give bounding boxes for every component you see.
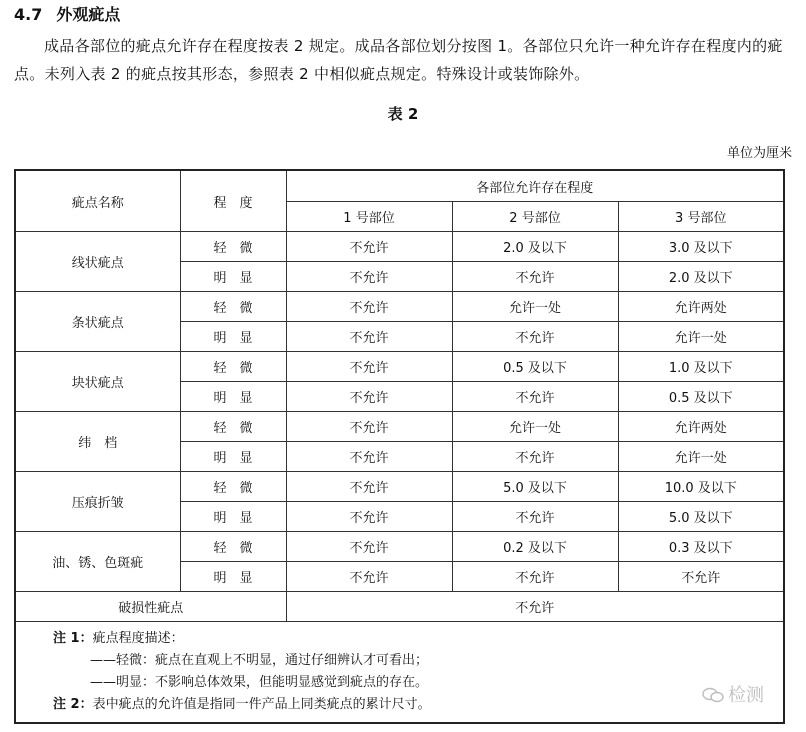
header-position: 3 号部位 xyxy=(618,202,784,232)
note-1-item: ——轻微：疵点在直观上不明显，通过仔细辨认才可看出； xyxy=(90,653,429,668)
defect-name: 纬 档 xyxy=(15,412,180,472)
defect-name: 油、锈、色斑疵 xyxy=(15,532,180,592)
header-degree: 程 度 xyxy=(180,170,286,232)
note-1 xyxy=(53,628,783,650)
value-cell: 不允许 xyxy=(452,322,618,352)
value-cell: 不允许 xyxy=(452,262,618,292)
watermark-text: 检测 xyxy=(728,685,764,706)
note-2-label: 注 2： xyxy=(53,697,93,712)
value-cell: 允许一处 xyxy=(618,322,784,352)
table-row xyxy=(15,232,784,262)
header-position: 1 号部位 xyxy=(286,202,452,232)
value-cell: 不允许 xyxy=(286,562,452,592)
value-cell: 不允许 xyxy=(286,352,452,382)
value-cell: 0.5 及以下 xyxy=(452,352,618,382)
damage-name: 破损性疵点 xyxy=(15,592,286,622)
value-cell: 0.5 及以下 xyxy=(618,382,784,412)
watermark xyxy=(702,681,764,707)
degree-cell: 明 显 xyxy=(180,562,286,592)
degree-cell: 轻 微 xyxy=(180,352,286,382)
value-cell: 不允许 xyxy=(618,562,784,592)
section-number: 4.7 xyxy=(14,5,43,24)
value-cell: 3.0 及以下 xyxy=(618,232,784,262)
section-heading xyxy=(14,2,120,25)
value-cell: 不允许 xyxy=(286,322,452,352)
note-1-item: ——明显：不影响总体效果，但能明显感觉到疵点的存在。 xyxy=(90,675,429,690)
damage-value: 不允许 xyxy=(286,592,784,622)
notes-row xyxy=(15,622,784,724)
header-defect-name: 疵点名称 xyxy=(15,170,180,232)
degree-cell: 轻 微 xyxy=(180,292,286,322)
defect-table xyxy=(14,169,785,724)
value-cell: 不允许 xyxy=(286,232,452,262)
value-cell: 5.0 及以下 xyxy=(452,472,618,502)
degree-cell: 轻 微 xyxy=(180,472,286,502)
value-cell: 允许一处 xyxy=(618,442,784,472)
notes-cell xyxy=(15,622,784,724)
value-cell: 1.0 及以下 xyxy=(618,352,784,382)
degree-cell: 明 显 xyxy=(180,322,286,352)
damage-row xyxy=(15,592,784,622)
value-cell: 不允许 xyxy=(286,292,452,322)
value-cell: 0.3 及以下 xyxy=(618,532,784,562)
value-cell: 0.2 及以下 xyxy=(452,532,618,562)
value-cell: 不允许 xyxy=(286,442,452,472)
value-cell: 不允许 xyxy=(452,442,618,472)
note-1-text: 疵点程度描述： xyxy=(92,631,184,646)
degree-cell: 轻 微 xyxy=(180,532,286,562)
value-cell: 不允许 xyxy=(286,532,452,562)
header-position: 2 号部位 xyxy=(452,202,618,232)
degree-cell: 明 显 xyxy=(180,442,286,472)
defect-name: 压痕折皱 xyxy=(15,472,180,532)
section-paragraph: 成品各部位的疵点允许存在程度按表 2 规定。成品各部位划分按图 1。各部位只允许一种允许存在程度内的疵点。未列入表 2 的疵点按其形态，参照表 2 中相似疵点规定。特殊设计或装饰除外。 xyxy=(14,37,783,83)
value-cell: 不允许 xyxy=(452,382,618,412)
note-2 xyxy=(53,694,783,716)
degree-cell: 轻 微 xyxy=(180,232,286,262)
degree-cell: 明 显 xyxy=(180,382,286,412)
wechat-icon xyxy=(702,687,724,703)
value-cell: 允许两处 xyxy=(618,412,784,442)
value-cell: 不允许 xyxy=(286,472,452,502)
value-cell: 不允许 xyxy=(286,382,452,412)
defect-name: 线状疵点 xyxy=(15,232,180,292)
value-cell: 不允许 xyxy=(452,562,618,592)
table-row xyxy=(15,472,784,502)
value-cell: 不允许 xyxy=(286,412,452,442)
defect-name: 块状疵点 xyxy=(15,352,180,412)
value-cell: 2.0 及以下 xyxy=(618,262,784,292)
unit-label: 单位为厘米 xyxy=(726,146,792,161)
value-cell: 允许一处 xyxy=(452,412,618,442)
value-cell: 不允许 xyxy=(452,502,618,532)
table-row xyxy=(15,412,784,442)
value-cell: 不允许 xyxy=(286,502,452,532)
value-cell: 允许两处 xyxy=(618,292,784,322)
degree-cell: 明 显 xyxy=(180,262,286,292)
defect-name: 条状疵点 xyxy=(15,292,180,352)
section-title: 外观疵点 xyxy=(56,5,121,24)
table-row xyxy=(15,532,784,562)
degree-cell: 轻 微 xyxy=(180,412,286,442)
table-row xyxy=(15,352,784,382)
value-cell: 允许一处 xyxy=(452,292,618,322)
note-1-label: 注 1： xyxy=(53,631,93,646)
header-row xyxy=(15,170,784,202)
value-cell: 10.0 及以下 xyxy=(618,472,784,502)
header-group: 各部位允许存在程度 xyxy=(286,170,784,202)
value-cell: 不允许 xyxy=(286,262,452,292)
value-cell: 2.0 及以下 xyxy=(452,232,618,262)
table-caption: 表 2 xyxy=(387,105,419,123)
value-cell: 5.0 及以下 xyxy=(618,502,784,532)
table-body xyxy=(15,232,784,592)
degree-cell: 明 显 xyxy=(180,502,286,532)
note-2-text: 表中疵点的允许值是指同一件产品上同类疵点的累计尺寸。 xyxy=(92,697,431,712)
table-row xyxy=(15,292,784,322)
